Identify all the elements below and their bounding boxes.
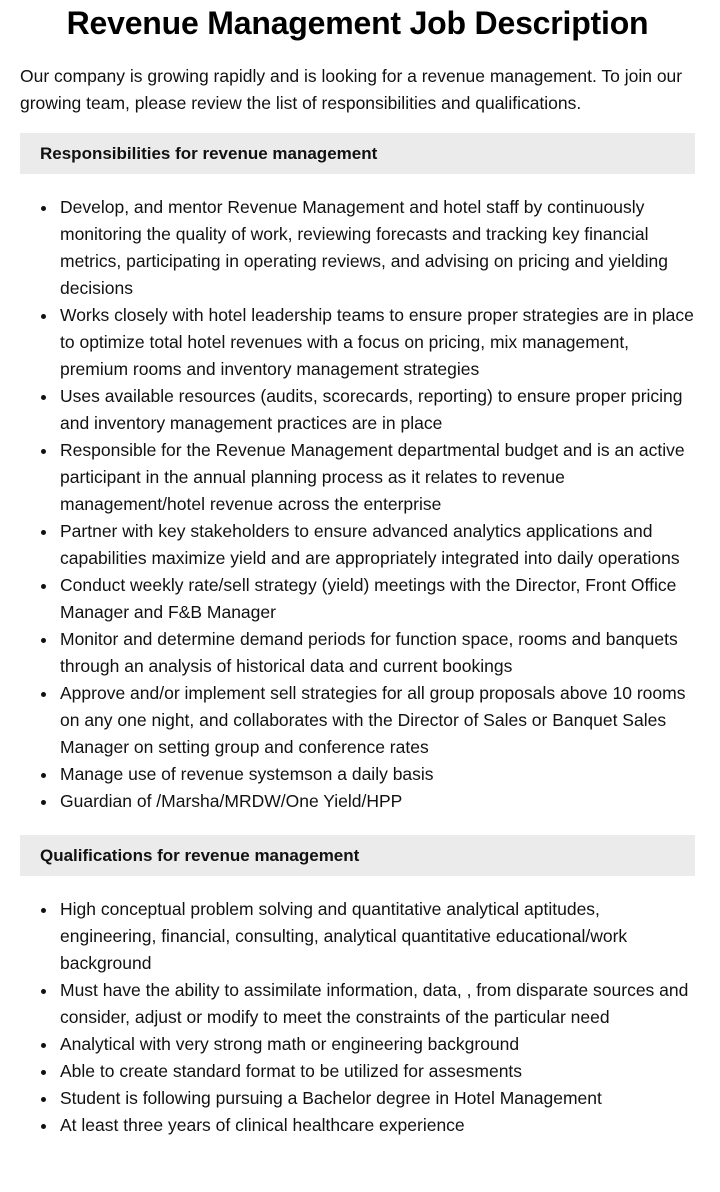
bullet-icon [41,206,46,211]
list-item: Analytical with very strong math or engineering background [20,1031,695,1058]
list-item: High conceptual problem solving and quantitative analytical aptitudes, engineering, financial, consulting, analytical quantitative educational/work background [20,896,695,977]
responsibilities-heading [20,133,695,174]
bullet-icon [41,638,46,643]
qualifications-heading-label: Qualifications for revenue management [40,845,360,865]
bullet-icon [41,692,46,697]
responsibilities-heading-label: Responsibilities for revenue management [40,143,378,163]
bullet-icon [41,1070,46,1075]
bullet-icon [41,800,46,805]
list-item: Conduct weekly rate/sell strategy (yield) meetings with the Director, Front Office Manager and F&B Manager [20,572,695,626]
qualifications-list [20,896,695,1139]
intro-paragraph: Our company is growing rapidly and is looking for a revenue management. To join our growing team, please review the list of responsibilities and qualifications. [20,66,683,113]
list-item: Able to create standard format to be utilized for assesments [20,1058,695,1085]
list-item: Guardian of /Marsha/MRDW/One Yield/HPP [20,788,695,815]
page-title: Revenue Management Job Description [66,5,649,41]
list-item: At least three years of clinical healthcare experience [20,1112,695,1139]
bullet-icon [41,314,46,319]
list-item: Works closely with hotel leadership teams to ensure proper strategies are in place to optimize total hotel revenues with a focus on pricing, mix management, premium rooms and inventory management strategies [20,302,695,383]
list-item: Develop, and mentor Revenue Management and hotel staff by continuously monitoring the quality of work, reviewing forecasts and tracking key financial metrics, participating in operating reviews, and advising on pricing and yielding decisions [20,194,695,302]
bullet-icon [41,1097,46,1102]
bullet-icon [41,989,46,994]
bullet-icon [41,1043,46,1048]
responsibilities-list [20,194,695,815]
list-item: Manage use of revenue systemson a daily basis [20,761,695,788]
bullet-icon [41,1124,46,1129]
bullet-icon [41,395,46,400]
bullet-icon [41,584,46,589]
list-item: Uses available resources (audits, scorecards, reporting) to ensure proper pricing and inventory management practices are in place [20,383,695,437]
list-item: Monitor and determine demand periods for function space, rooms and banquets through an analysis of historical data and current bookings [20,626,695,680]
bullet-icon [41,449,46,454]
bullet-icon [41,530,46,535]
list-item: Responsible for the Revenue Management departmental budget and is an active participant in the annual planning process as it relates to revenue management/hotel revenue across the enterprise [20,437,695,518]
bullet-icon [41,908,46,913]
list-item: Must have the ability to assimilate information, data, , from disparate sources and consider, adjust or modify to meet the constraints of the particular need [20,977,695,1031]
list-item: Student is following pursuing a Bachelor degree in Hotel Management [20,1085,695,1112]
list-item: Approve and/or implement sell strategies for all group proposals above 10 rooms on any one night, and collaborates with the Director of Sales or Banquet Sales Manager on setting group and conference rates [20,680,695,761]
qualifications-heading [20,835,695,876]
list-item: Partner with key stakeholders to ensure advanced analytics applications and capabilities maximize yield and are appropriately integrated into daily operations [20,518,695,572]
bullet-icon [41,773,46,778]
